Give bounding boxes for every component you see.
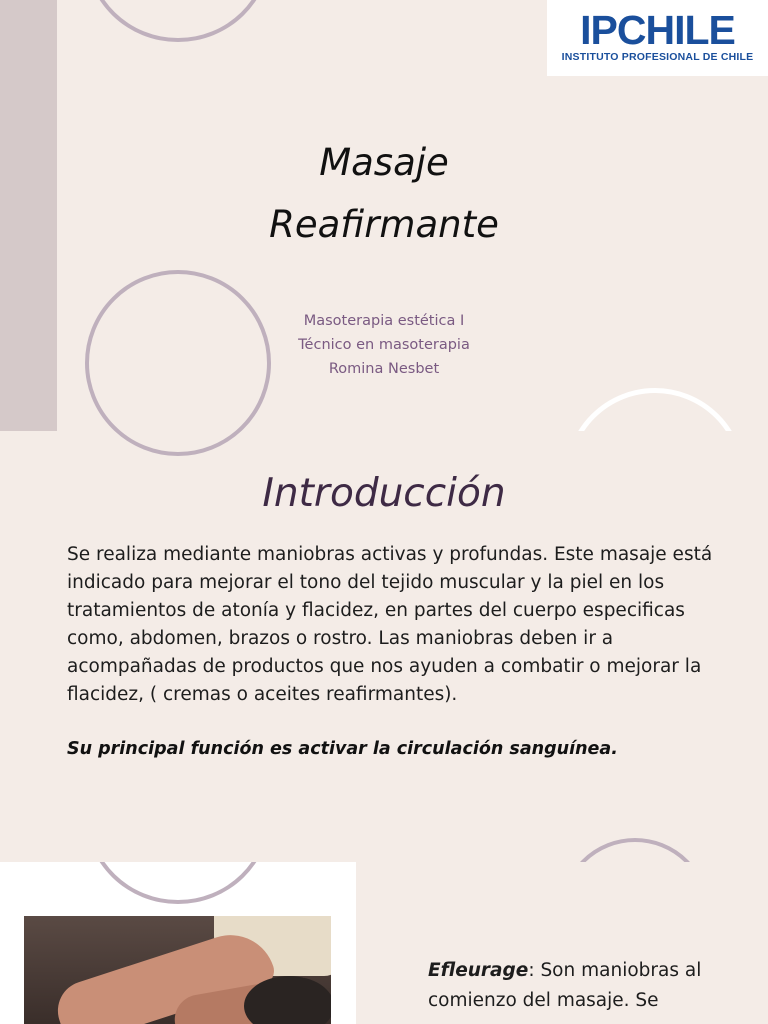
photo-card [0,862,356,1024]
decorative-circle [560,838,710,862]
decorative-circle [85,0,271,42]
decorative-circle [85,431,271,456]
title-line-1: Masaje [319,141,449,184]
program-name: Técnico en masoterapia [298,337,470,353]
efleurage-slide [0,862,768,1024]
side-bar [0,0,57,431]
decorative-circle [85,862,271,904]
massage-photo [24,916,331,1024]
intro-emphasis: Su principal función es activar la circulación sanguínea. [67,739,618,759]
logo-subtitle: INSTITUTO PROFESIONAL DE CHILE [561,51,754,63]
efleurage-term: Efleurage [428,960,529,981]
author-name: Romina Nesbet [328,361,440,377]
efleurage-text [428,956,708,1016]
intro-paragraph: Se realiza mediante maniobras activas y profundas. Este masaje está indicado para mejorar el tono del tejido muscular y la piel en los tratamientos de atonía y flacidez, en partes del cuerpo especificas como, abdomen, brazos o rostro. Las maniobras deben ir a acompañadas de productos que nos ayuden a combatir o mejorar la flacidez, ( cremas o aceites reafirmantes). [67,544,713,705]
efleurage-description: : Son maniobras al comienzo del masaje. Se [428,960,702,1011]
title-line-2: Reafirmante [269,203,499,246]
page-title [180,132,588,256]
course-name: Masoterapia estética I [303,313,465,329]
decorative-circle [565,388,745,431]
intro-slide [0,431,768,862]
ipchile-logo [547,0,768,76]
intro-heading: Introducción [262,471,506,516]
logo-wordmark: IPCHILE [580,7,735,53]
cover-slide [0,0,768,431]
cover-subtitle [180,309,588,381]
